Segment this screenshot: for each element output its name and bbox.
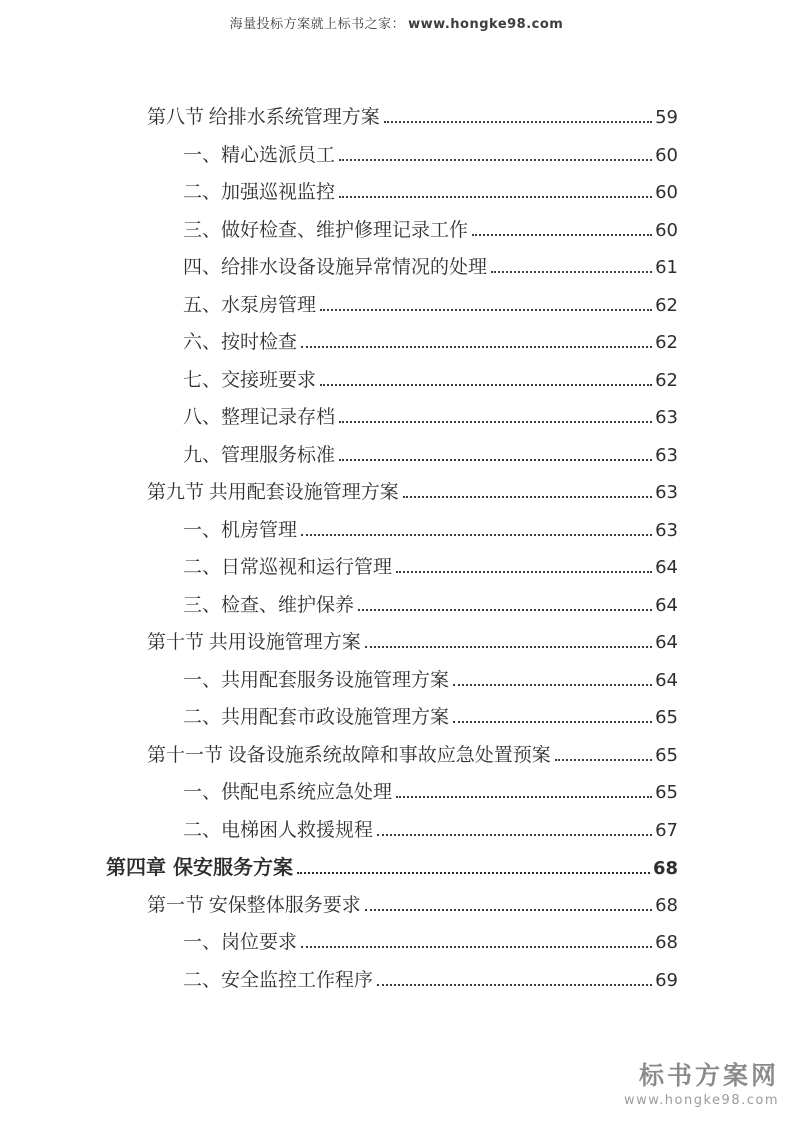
header-url-text: www.hongke98.com [408, 17, 564, 32]
toc-entry-page: 63 [655, 407, 678, 428]
toc-entry-page: 64 [655, 632, 678, 653]
dotted-leader [365, 630, 652, 648]
toc-entry-label: 二、电梯困人救援规程 [183, 819, 374, 841]
toc-entry[interactable] [106, 512, 678, 550]
dotted-leader [358, 593, 652, 611]
toc-entry[interactable] [106, 137, 678, 175]
dotted-leader [403, 480, 652, 498]
dotted-leader [339, 405, 652, 423]
dotted-leader [320, 368, 652, 386]
toc-entry[interactable] [106, 737, 678, 775]
toc-entry-page: 64 [655, 557, 678, 578]
toc-entry-page: 63 [655, 444, 678, 466]
toc-entry-page: 60 [655, 219, 678, 241]
dotted-leader [491, 255, 652, 273]
toc-entry-page: 64 [655, 594, 678, 616]
toc-entry-page: 62 [655, 332, 678, 353]
toc-entry[interactable] [106, 962, 678, 1000]
toc-entry-label: 六、按时检查 [183, 332, 298, 353]
toc-entry-label: 第九节 共用配套设施管理方案 [147, 482, 399, 503]
toc-entry-label: 七、交接班要求 [183, 369, 317, 391]
toc-entry[interactable] [106, 362, 678, 400]
dotted-leader [339, 180, 652, 198]
toc-entry-label: 九、管理服务标准 [183, 444, 336, 466]
dotted-leader [453, 705, 652, 723]
toc-entry-label: 第四章 保安服务方案 [106, 855, 293, 879]
watermark-url: www.hongke98.com [623, 1093, 779, 1108]
toc-entry[interactable] [106, 324, 678, 362]
toc-entry[interactable] [106, 437, 678, 475]
toc-entry-page: 68 [652, 858, 678, 879]
toc-entry-page: 60 [655, 144, 678, 166]
dotted-leader [555, 743, 652, 761]
toc-entry-page: 61 [655, 257, 678, 278]
toc-entry-page: 63 [655, 519, 678, 541]
dotted-leader [396, 780, 652, 798]
toc-entry-label: 四、给排水设备设施异常情况的处理 [183, 257, 488, 278]
toc-entry-label: 一、岗位要求 [183, 932, 298, 953]
toc-entry[interactable] [106, 924, 678, 962]
dotted-leader [301, 330, 652, 348]
toc-entry-label: 一、供配电系统应急处理 [183, 782, 393, 803]
toc-entry-label: 第一节 安保整体服务要求 [147, 894, 361, 916]
toc-entry-label: 二、安全监控工作程序 [183, 969, 374, 991]
dotted-leader [339, 443, 652, 461]
toc-entry-label: 一、精心选派员工 [183, 144, 336, 166]
dotted-leader [472, 218, 652, 236]
dotted-leader [301, 518, 652, 536]
header-text: 海量投标方案就上标书之家： [229, 16, 406, 31]
toc-entry[interactable] [106, 399, 678, 437]
toc-entry[interactable] [106, 624, 678, 662]
toc-entry-page: 65 [655, 782, 678, 803]
toc-list [106, 99, 678, 999]
toc-entry-label: 八、整理记录存档 [183, 407, 336, 428]
toc-entry[interactable] [106, 774, 678, 812]
toc-entry[interactable] [106, 474, 678, 512]
page-header [0, 13, 793, 32]
toc-entry-label: 五、水泵房管理 [183, 294, 317, 316]
toc-entry-label: 一、机房管理 [183, 519, 298, 541]
dotted-leader [377, 968, 652, 986]
toc-entry[interactable] [106, 812, 678, 850]
toc-entry-page: 68 [655, 894, 678, 916]
toc-entry[interactable] [106, 699, 678, 737]
toc-entry-page: 63 [655, 482, 678, 503]
toc-entry-label: 二、日常巡视和运行管理 [183, 557, 393, 578]
dotted-leader [384, 105, 652, 123]
dotted-leader [377, 818, 652, 836]
toc-entry[interactable] [106, 587, 678, 625]
toc-entry[interactable] [106, 249, 678, 287]
toc-entry-label: 一、共用配套服务设施管理方案 [183, 669, 450, 691]
dotted-leader [365, 893, 652, 911]
toc-entry[interactable] [106, 212, 678, 250]
dotted-leader [339, 143, 652, 161]
toc-entry-label: 三、检查、维护保养 [183, 594, 355, 616]
dotted-leader [320, 293, 652, 311]
toc-entry[interactable] [106, 887, 678, 925]
toc-entry-page: 59 [655, 107, 678, 128]
toc-entry[interactable] [106, 287, 678, 325]
toc-entry[interactable] [106, 849, 678, 887]
toc-entry-page: 69 [655, 969, 678, 991]
toc-entry-page: 65 [655, 707, 678, 728]
toc-entry-label: 第十节 共用设施管理方案 [147, 632, 361, 653]
toc-entry-page: 67 [655, 819, 678, 841]
watermark-title: 标书方案网 [638, 1061, 779, 1090]
toc-entry-page: 65 [655, 744, 678, 766]
toc-entry-page: 62 [655, 294, 678, 316]
dotted-leader [297, 856, 650, 874]
toc-entry-page: 68 [655, 932, 678, 953]
toc-entry[interactable] [106, 549, 678, 587]
toc-entry-label: 二、共用配套市政设施管理方案 [183, 707, 450, 728]
toc-entry[interactable] [106, 174, 678, 212]
toc-entry-page: 64 [655, 669, 678, 691]
dotted-leader [453, 668, 652, 686]
dotted-leader [301, 930, 652, 948]
watermark [624, 1056, 779, 1108]
toc-entry-page: 62 [655, 369, 678, 391]
toc-entry[interactable] [106, 99, 678, 137]
toc-entry[interactable] [106, 662, 678, 700]
toc-entry-label: 二、加强巡视监控 [183, 182, 336, 203]
toc-entry-label: 第八节 给排水系统管理方案 [147, 107, 380, 128]
toc-entry-label: 第十一节 设备设施系统故障和事故应急处置预案 [147, 744, 551, 766]
dotted-leader [396, 555, 652, 573]
toc-entry-page: 60 [655, 182, 678, 203]
toc-entry-label: 三、做好检查、维护修理记录工作 [183, 219, 469, 241]
